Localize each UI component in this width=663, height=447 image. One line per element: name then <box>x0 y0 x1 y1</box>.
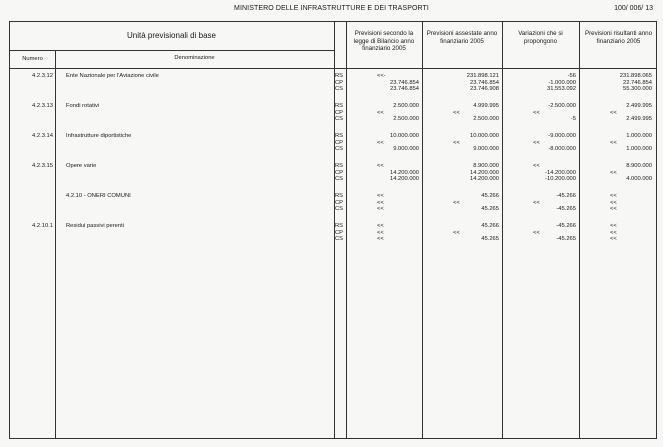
value-legge: << <box>377 109 384 116</box>
value-risultanti: << <box>610 109 617 116</box>
row-type-label: CS <box>335 146 344 153</box>
value-variazioni: -56 <box>567 73 576 79</box>
row-type-label: RS <box>335 133 344 139</box>
row-type-label: CS <box>335 86 344 93</box>
value-variazioni: << <box>533 109 540 116</box>
value-risultanti: 1.000.000 <box>626 133 652 139</box>
value-variazioni: -45.265 <box>556 236 576 243</box>
value-legge: 9.000.000 <box>393 146 419 153</box>
row-denominazione: Opere varie <box>66 163 97 169</box>
value-risultanti: 8.900.000 <box>626 163 652 169</box>
value-variazioni: -2.500.000 <box>548 103 576 109</box>
prev-assestate-header: Previsioni assestate anno finanziario 2005 <box>426 30 498 45</box>
row-numero: 4.2.10.1 <box>32 223 53 229</box>
value-variazioni: -45.266 <box>556 193 576 199</box>
value-legge: 2.500.000 <box>393 116 419 123</box>
value-legge: <<- <box>377 73 386 79</box>
value-variazioni: -45.265 <box>556 206 576 213</box>
value-variazioni: -1.000.000 <box>548 79 576 86</box>
value-risultanti: 22.746.854 <box>622 79 652 86</box>
variazioni-header: Variazioni che si propongono <box>518 30 563 45</box>
row-numero: 4.2.3.12 <box>32 73 53 79</box>
value-variazioni: << <box>533 139 540 146</box>
value-variazioni: -45.266 <box>556 223 576 229</box>
row-type-label: CS <box>335 206 344 213</box>
page-reference: 100/ 006/ 13 <box>614 5 653 12</box>
value-legge: << <box>377 223 384 229</box>
value-assestate: 10.000.000 <box>469 133 499 139</box>
row-numero: 4.2.3.14 <box>32 133 53 139</box>
value-variazioni: -8.000.000 <box>548 146 576 153</box>
value-assestate: << <box>453 109 460 116</box>
denominazione-header: Denominazione <box>174 55 215 61</box>
value-legge: 23.746.854 <box>389 79 419 86</box>
value-assestate: 9.000.000 <box>473 146 499 153</box>
value-risultanti: << <box>610 193 617 199</box>
value-variazioni: -14.200.000 <box>545 169 576 176</box>
value-risultanti: 1.000.000 <box>626 146 652 153</box>
value-assestate: 231.898.121 <box>466 73 499 79</box>
row-denominazione: Ente Nazionale per l'Aviazione civile <box>66 73 159 79</box>
value-assestate: << <box>453 199 460 206</box>
row-type-label: CS <box>335 236 344 243</box>
value-risultanti: << <box>610 169 617 176</box>
row-type-label: RS <box>335 103 344 109</box>
row-numero: 4.2.3.13 <box>32 103 53 109</box>
unita-previsionali-title: Unità previsionali di base <box>127 31 216 40</box>
row-type-label: RS <box>335 223 344 229</box>
row-type-label: CP <box>335 199 344 206</box>
value-assestate: 45.265 <box>481 236 499 243</box>
value-legge: 14.200.000 <box>389 169 419 176</box>
row-type-label: RS <box>335 193 344 199</box>
value-assestate: 23.746.908 <box>469 86 499 93</box>
row-type-label: CP <box>335 79 344 86</box>
value-variazioni: 31.553.092 <box>546 86 576 93</box>
value-variazioni: << <box>533 199 540 206</box>
prev-risultanti-header: Previsioni risultanti anno finanziario 2005 <box>584 30 653 45</box>
value-legge: << <box>377 229 384 236</box>
value-risultanti: 231.898.065 <box>619 73 652 79</box>
value-legge: << <box>377 139 384 146</box>
value-legge: << <box>377 193 384 199</box>
value-risultanti: 2.499.995 <box>626 116 652 123</box>
row-type-label: CP <box>335 139 344 146</box>
header-split-line <box>9 50 334 51</box>
value-risultanti: << <box>610 206 617 213</box>
value-risultanti: << <box>610 229 617 236</box>
value-legge: 14.200.000 <box>389 176 419 183</box>
column-divider-numero <box>55 50 56 439</box>
row-type-label: CP <box>335 169 344 176</box>
value-variazioni: -10.200.000 <box>545 176 576 183</box>
value-assestate: << <box>453 229 460 236</box>
row-denominazione: Fondi rotativi <box>66 103 100 109</box>
value-assestate: 4.999.995 <box>473 103 499 109</box>
value-assestate: 45.266 <box>481 193 499 199</box>
value-assestate: 14.200.000 <box>469 176 499 183</box>
row-denominazione: 4.2.10 - ONERI COMUNI <box>66 193 131 199</box>
value-risultanti: 4.000.000 <box>626 176 652 183</box>
header-bottom-line <box>9 68 657 69</box>
value-risultanti: << <box>610 236 617 243</box>
value-risultanti: 55.300.000 <box>622 86 652 93</box>
value-legge: 2.500.000 <box>393 103 419 109</box>
value-legge: << <box>377 163 384 169</box>
value-variazioni: -5 <box>570 116 576 123</box>
row-numero: 4.2.3.15 <box>32 163 53 169</box>
value-assestate: 2.500.000 <box>473 116 499 123</box>
value-risultanti: << <box>610 223 617 229</box>
value-assestate: 23.746.854 <box>469 79 499 86</box>
value-assestate: 8.900.000 <box>473 163 499 169</box>
value-variazioni: << <box>533 163 540 169</box>
row-denominazione: Infrastrutture diportistiche <box>66 133 132 139</box>
value-variazioni: << <box>533 229 540 236</box>
numero-header: Numero <box>22 56 43 62</box>
prev-legge-header: Previsioni secondo la legge di Bilancio anno finanziario 2005 <box>353 30 415 52</box>
row-denominazione: Residui passivi perenti <box>66 223 124 229</box>
value-legge: 23.746.854 <box>389 86 419 93</box>
row-type-label: RS <box>335 163 344 169</box>
row-type-label: RS <box>335 73 344 79</box>
value-assestate: 45.265 <box>481 206 499 213</box>
ministry-header: MINISTERO DELLE INFRASTRUTTURE E DEI TRASPORTI <box>234 5 429 12</box>
value-risultanti: << <box>610 199 617 206</box>
value-risultanti: << <box>610 139 617 146</box>
value-assestate: 14.200.000 <box>469 169 499 176</box>
value-variazioni: -9.000.000 <box>548 133 576 139</box>
row-type-label: CS <box>335 176 344 183</box>
row-type-label: CP <box>335 109 344 116</box>
value-assestate: << <box>453 139 460 146</box>
value-legge: 10.000.000 <box>389 133 419 139</box>
value-legge: << <box>377 199 384 206</box>
row-type-label: CP <box>335 229 344 236</box>
value-legge: << <box>377 206 384 213</box>
value-risultanti: 2.499.995 <box>626 103 652 109</box>
value-legge: << <box>377 236 384 243</box>
value-assestate: 45.266 <box>481 223 499 229</box>
row-type-label: CS <box>335 116 344 123</box>
